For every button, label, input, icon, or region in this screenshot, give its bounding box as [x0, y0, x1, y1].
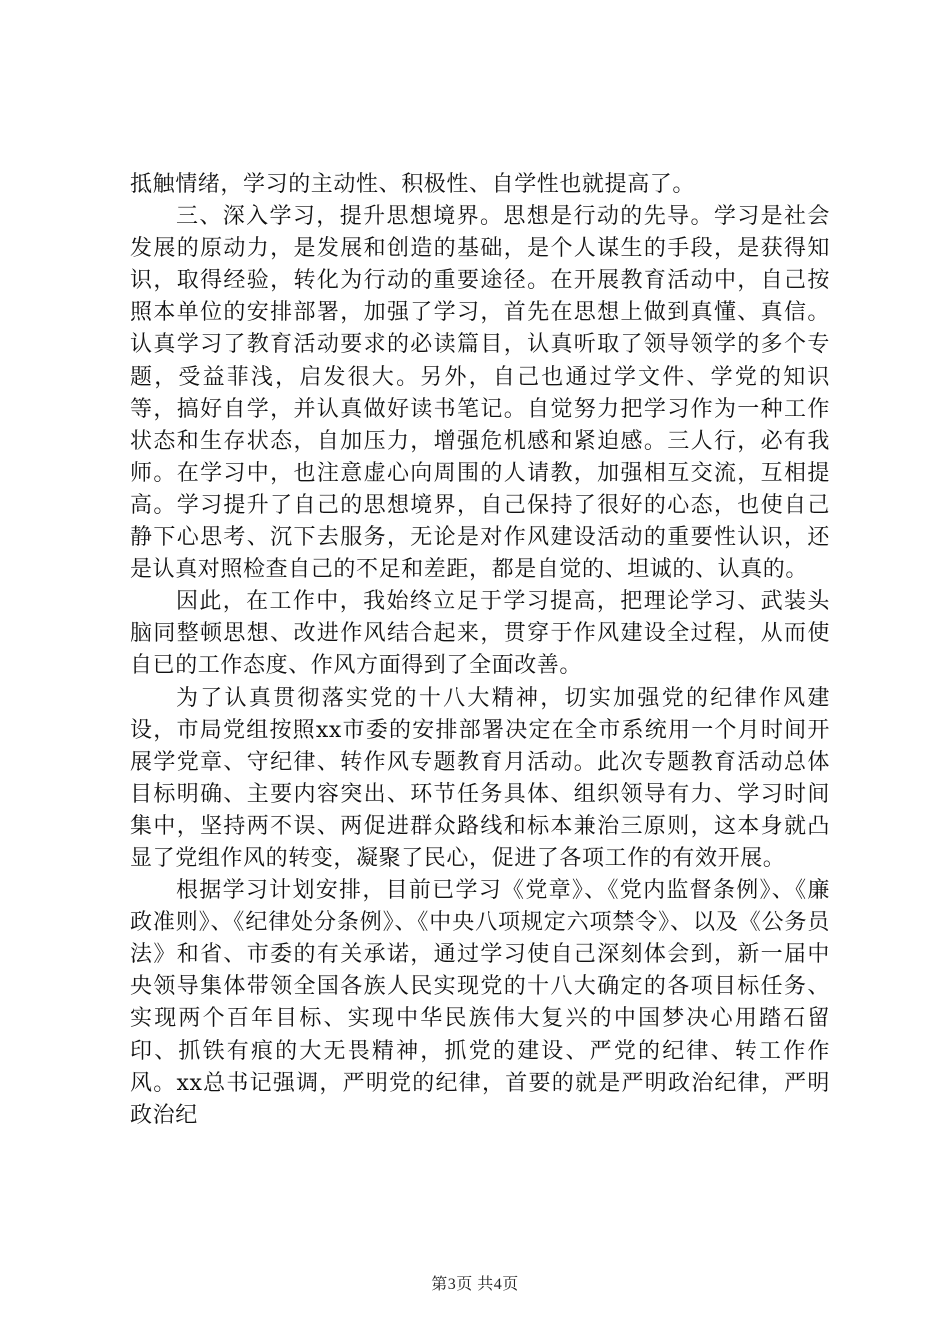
paragraph-2: 三、深入学习，提升思想境界。思想是行动的先导。学习是社会发展的原动力，是发展和创造的基础，是个人谋生的手段，是获得知识，取得经验，转化为行动的重要途径。在开展教育活动中，自己按照本单位的安排部署，加强了学习，首先在思想上做到真懂、真信。认真学习了教育活动要求的必读篇目，认真听取了领导领学的多个专题，受益菲浅，启发很大。另外，自己也通过学文件、学党的知识等，搞好自学，并认真做好读书笔记。自觉努力把学习作为一种工作状态和生存状态，自加压力，增强危机感和紧迫感。三人行，必有我师。在学习中，也注意虚心向周围的人请教，加强相互交流，互相提高。学习提升了自己的思想境界，自己保持了很好的心态，也使自己静下心思考、沉下去服务，无论是对作风建设活动的重要性认识，还是认真对照检查自己的不足和差距，都是自觉的、坦诚的、认真的。 — [130, 204, 830, 583]
document-body — [130, 169, 830, 1132]
paragraph-1: 抵触情绪，学习的主动性、积极性、自学性也就提高了。 — [130, 172, 696, 197]
page-number-footer: 第3页 共4页 — [431, 1276, 519, 1293]
paragraph-4: 为了认真贯彻落实党的十八大精神，切实加强党的纪律作风建设，市局党组按照xx市委的安排部署决定在全市系统用一个月时间开展学党章、守纪律、转作风专题教育月活动。此次专题教育活动总体目标明确、主要内容突出、环节任务具体、组织领导有力、学习时间集中，坚持两不误、两促进群众路线和标本兼治三原则，这本身就凸显了党组作风的转变，凝聚了民心，促进了各项工作的有效开展。 — [130, 685, 830, 871]
paragraph-3: 因此，在工作中，我始终立足于学习提高，把理论学习、武装头脑同整顿思想、改进作风结合起来，贯穿于作风建设全过程，从而使自已的工作态度、作风方面得到了全面改善。 — [130, 589, 830, 679]
paragraph-5: 根据学习计划安排，目前已学习《党章》、《党内监督条例》、《廉政准则》、《纪律处分条例》、《中央八项规定六项禁令》、以及《公务员法》和省、市委的有关承诺，通过学习使自己深刻体会到，新一届中央领导集体带领全国各族人民实现党的十八大确定的各项目标任务、实现两个百年目标、实现中华民族伟大复兴的中国梦决心用踏石留印、抓铁有痕的大无畏精神，抓党的建设、严党的纪律、转工作作风。xx总书记强调，严明党的纪律，首要的就是严明政治纪律，严明政治纪 — [130, 878, 830, 1128]
